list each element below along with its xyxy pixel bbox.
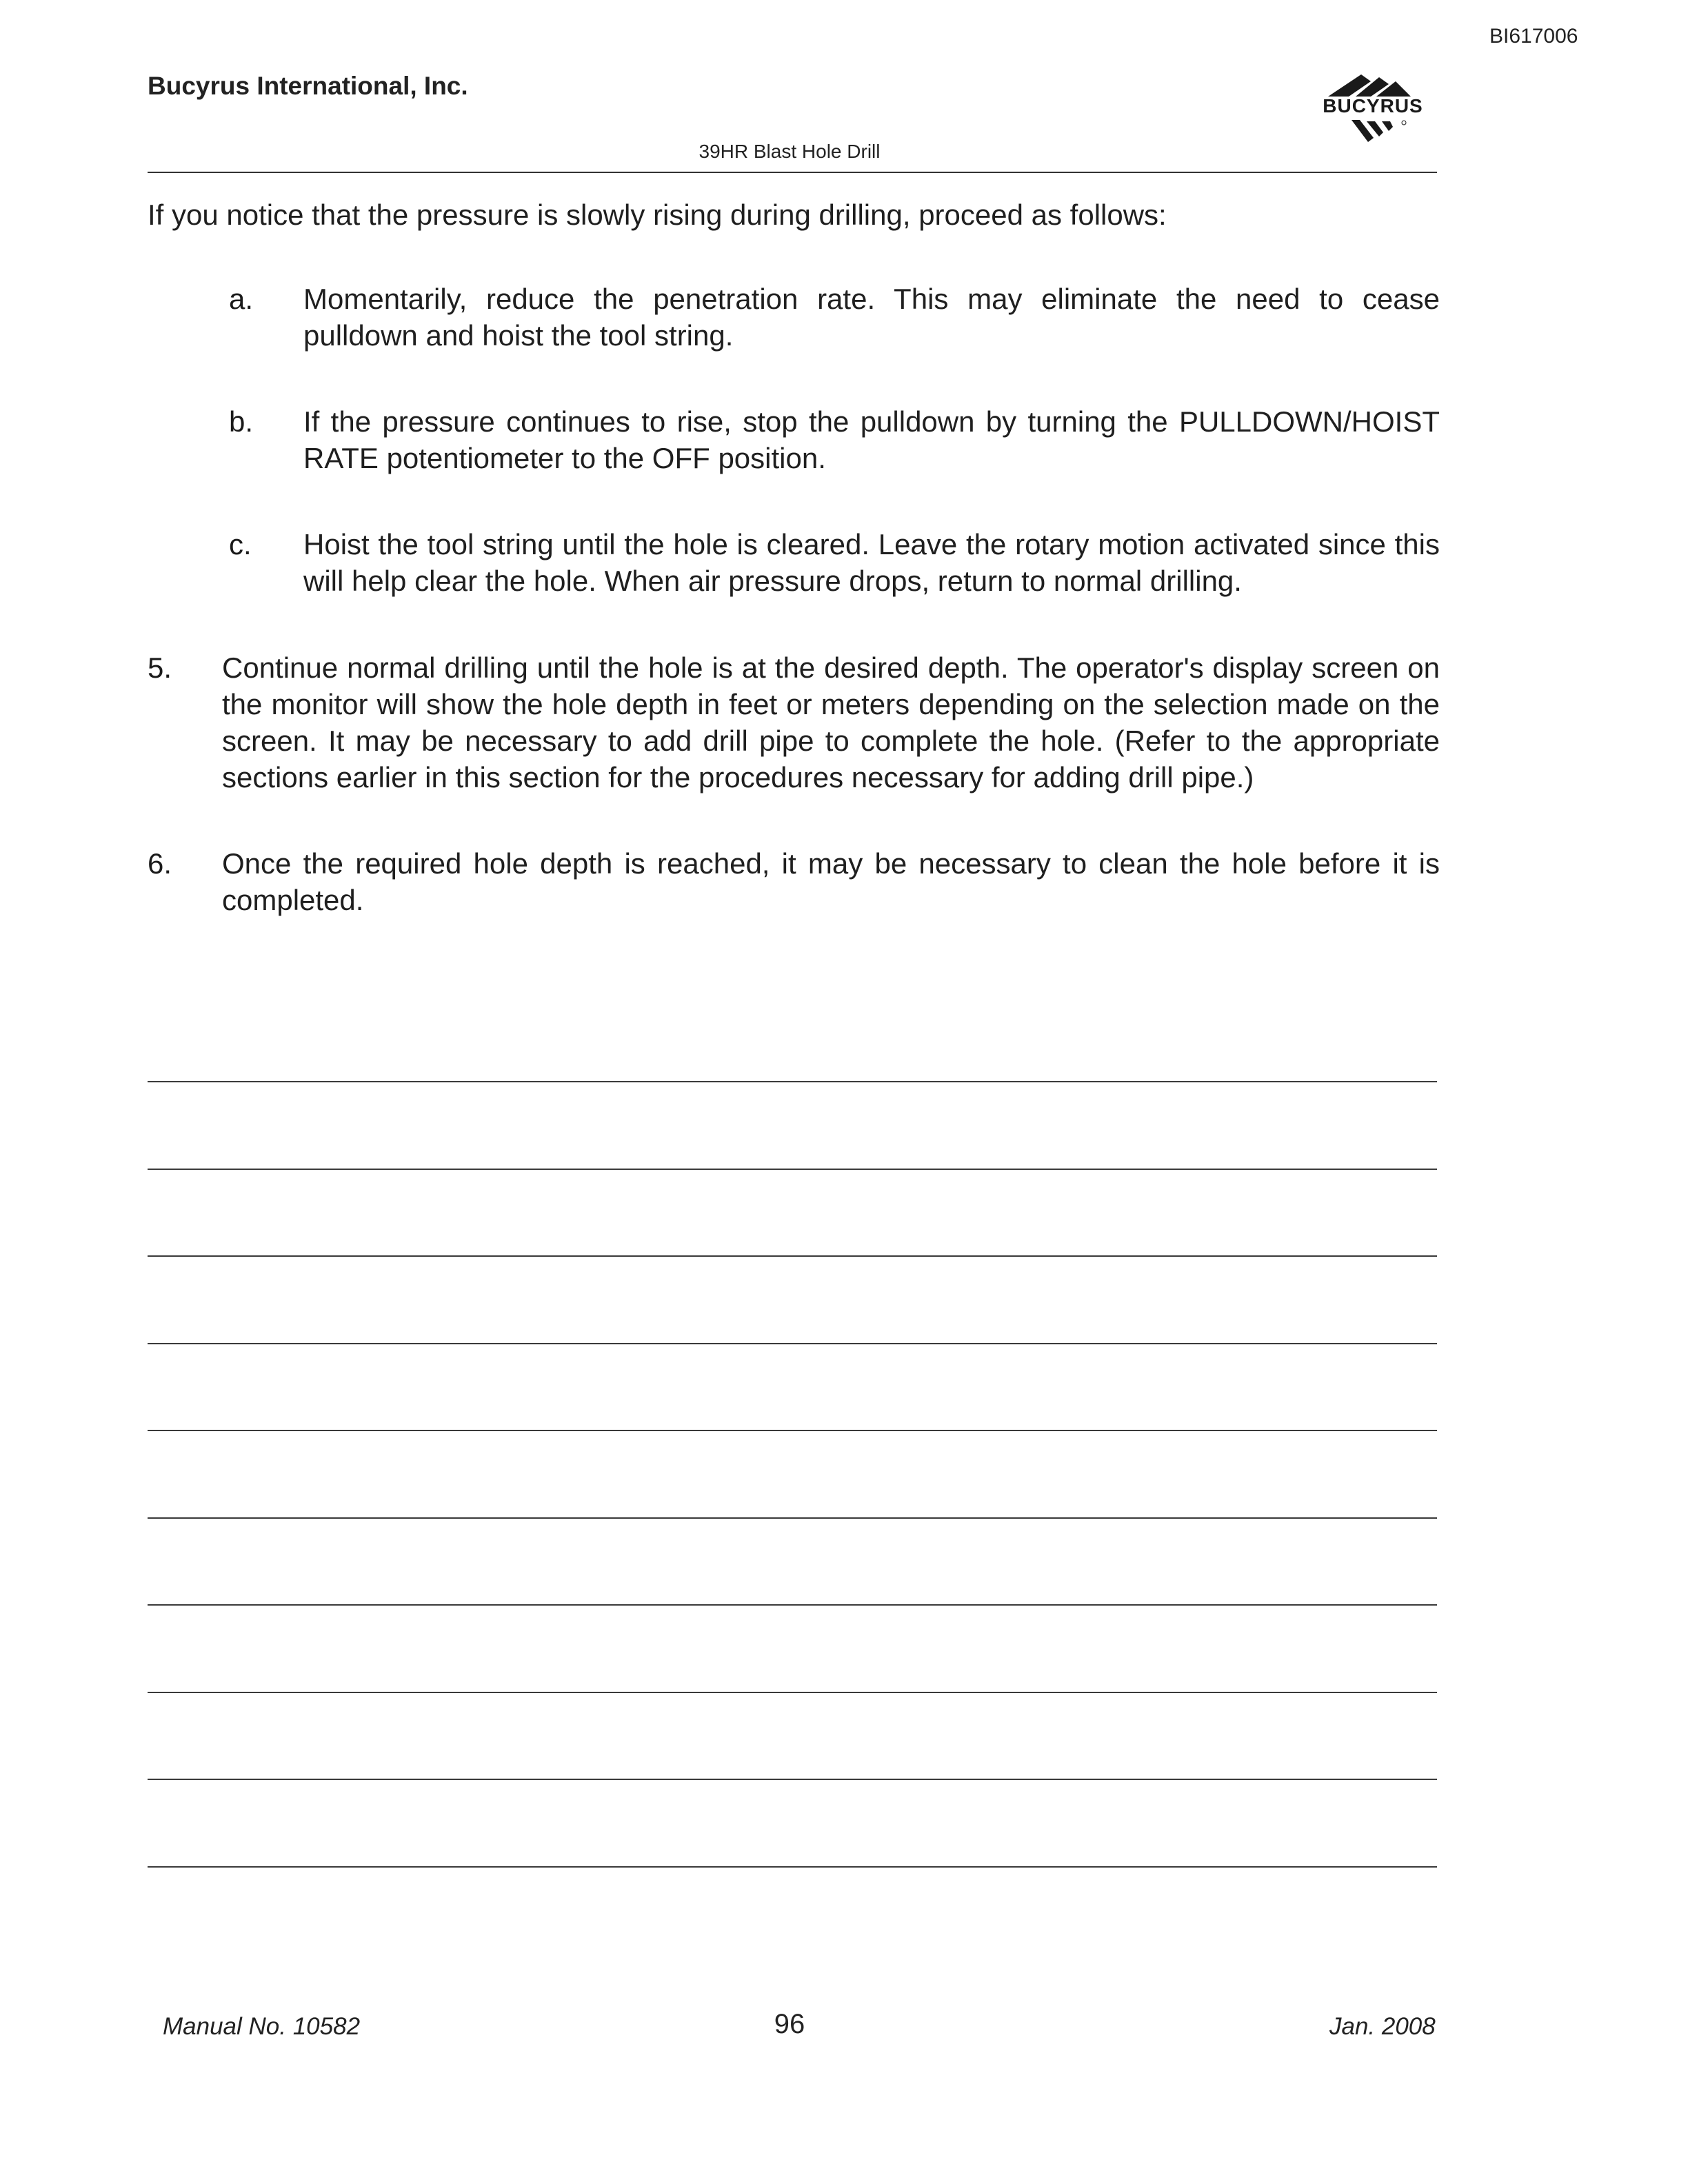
note-line bbox=[148, 1779, 1437, 1780]
document-subtitle: 39HR Blast Hole Drill bbox=[699, 141, 881, 162]
note-line bbox=[148, 1430, 1437, 1431]
note-line bbox=[148, 1517, 1437, 1519]
document-id: BI617006 bbox=[1489, 25, 1578, 48]
step-text: Continue normal drilling until the hole is at the desired depth. The operator's display screen on the monitor will show the hole depth in feet or meters depending on the selection made on the screen. It may be necessary to add drill pipe to complete the hole. (Refer to the appropriate sections earlier in this section for the procedures necessary for adding drill pipe.) bbox=[222, 651, 1440, 793]
manual-number: Manual No. 10582 bbox=[163, 2013, 361, 2040]
step-number: 5. bbox=[148, 651, 172, 684]
company-name: Bucyrus International, Inc. bbox=[148, 72, 468, 100]
note-line bbox=[148, 1866, 1437, 1868]
sub-step-label: c. bbox=[229, 528, 252, 560]
intro-paragraph: If you notice that the pressure is slowly rising during drilling, proceed as follows: bbox=[148, 199, 1167, 231]
bucyrus-logo bbox=[1307, 69, 1438, 152]
step-text: Once the required hole depth is reached, it may be necessary to clean the hole before it is completed. bbox=[222, 847, 1440, 916]
sub-step-text: If the pressure continues to rise, stop the pulldown by turning the PULLDOWN/HOIST RATE potentiometer to the OFF position. bbox=[303, 405, 1440, 474]
note-line bbox=[148, 1169, 1437, 1170]
logo-text: BUCYRUS bbox=[1323, 95, 1423, 117]
sub-step-text: Hoist the tool string until the hole is cleared. Leave the rotary motion activated since this will help clear the hole. When air pressure drops, return to normal drilling. bbox=[303, 528, 1440, 597]
note-line bbox=[148, 1604, 1437, 1606]
page-number: 96 bbox=[774, 2009, 805, 2039]
note-line bbox=[148, 1081, 1437, 1082]
publication-date: Jan. 2008 bbox=[1329, 2013, 1436, 2040]
sub-step-label: a. bbox=[229, 283, 254, 315]
note-line bbox=[148, 1692, 1437, 1693]
note-line bbox=[148, 1343, 1437, 1344]
header-divider bbox=[148, 172, 1437, 173]
step-number: 6. bbox=[148, 847, 172, 880]
note-line bbox=[148, 1255, 1437, 1257]
sub-step-label: b. bbox=[229, 405, 254, 438]
sub-step-text: Momentarily, reduce the penetration rate. This may eliminate the need to cease pulldown and hoist the tool string. bbox=[303, 283, 1440, 352]
